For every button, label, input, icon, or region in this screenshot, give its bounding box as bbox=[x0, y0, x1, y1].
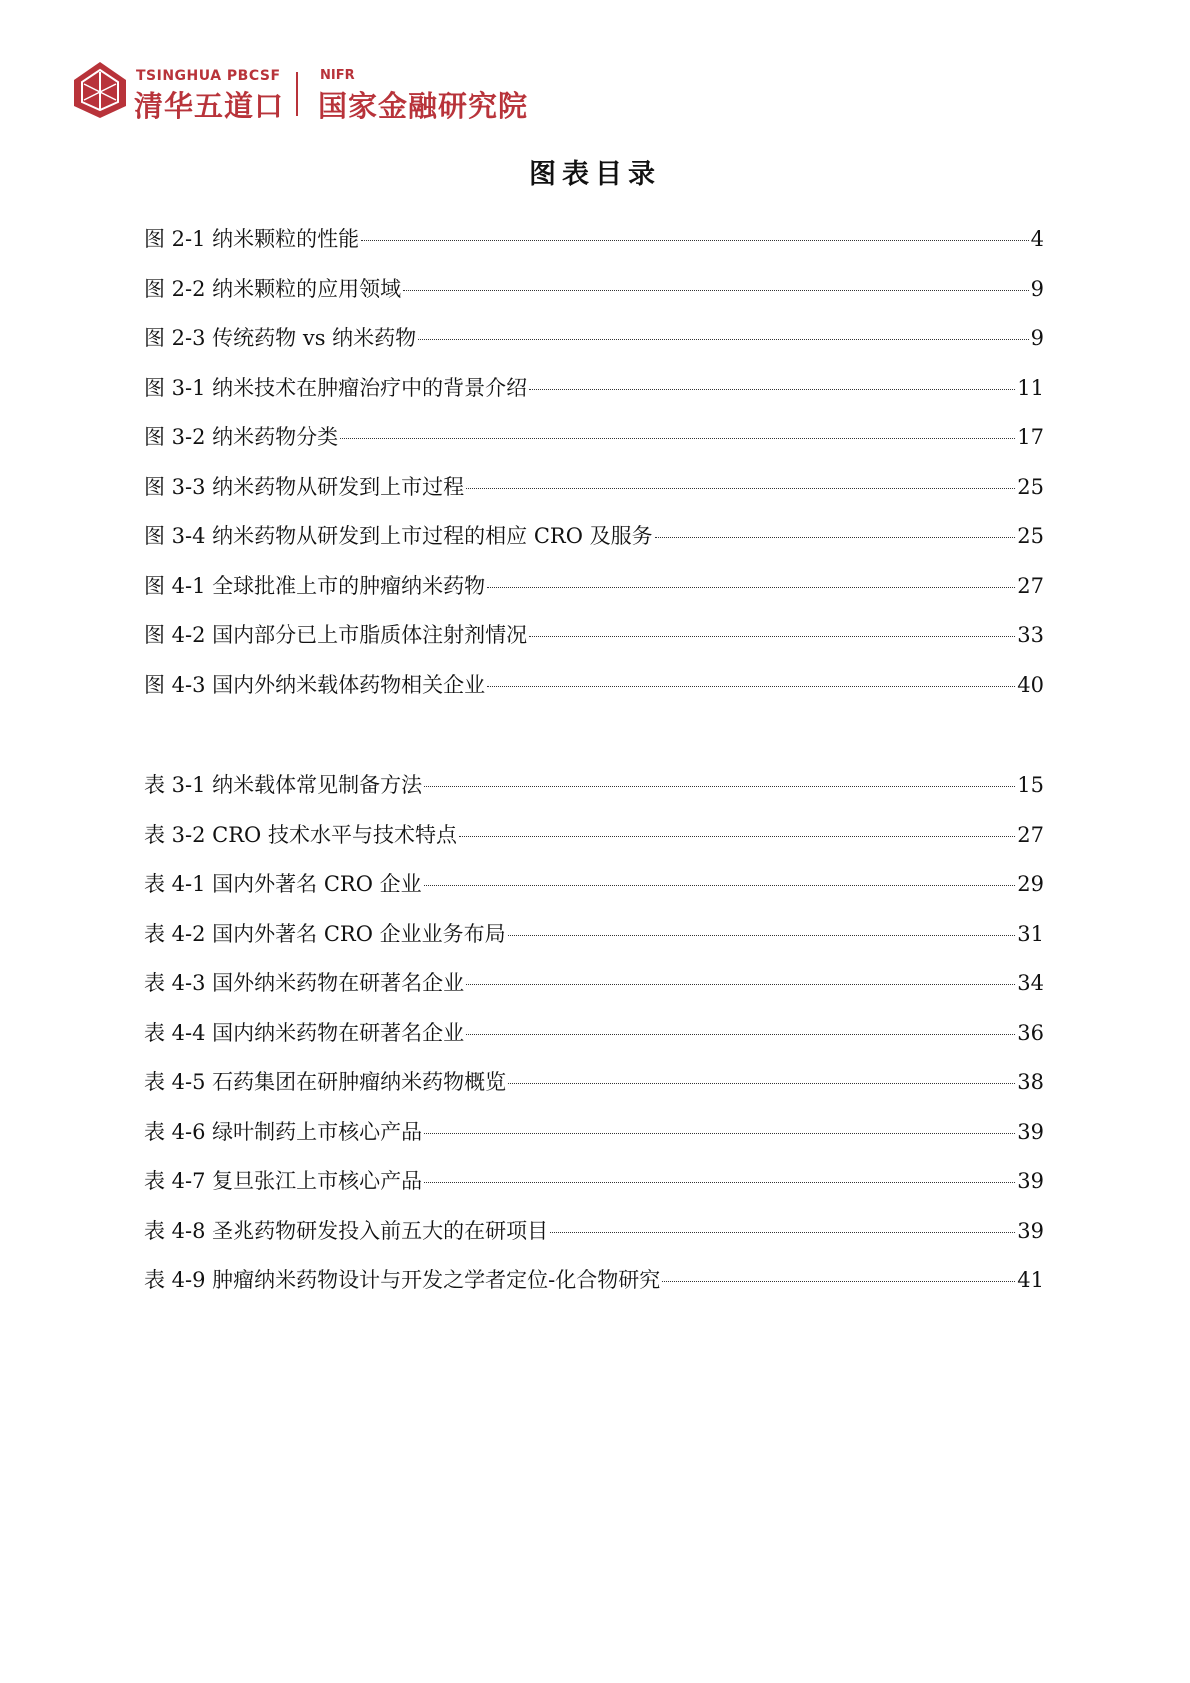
figure-entry-page-number: 11 bbox=[1017, 375, 1044, 400]
table-entry-label: 表 3-2 CRO 技术水平与技术特点 bbox=[144, 822, 457, 847]
institute-chinese-name: 国家金融研究院 bbox=[318, 89, 529, 123]
figure-entry[interactable] bbox=[144, 472, 1044, 502]
figure-entry-label: 图 3-4 纳米药物从研发到上市过程的相应 CRO 及服务 bbox=[144, 524, 653, 548]
table-entry[interactable] bbox=[144, 1117, 1044, 1147]
dot-leader bbox=[487, 686, 1015, 687]
figure-entry[interactable] bbox=[144, 373, 1044, 403]
table-entry-page-number: 27 bbox=[1017, 822, 1044, 847]
dot-leader bbox=[466, 1034, 1015, 1035]
figure-entry[interactable] bbox=[144, 224, 1044, 254]
figure-entry-label: 图 4-3 国内外纳米载体药物相关企业 bbox=[144, 672, 486, 697]
dot-leader bbox=[487, 587, 1015, 588]
page-title: 图表目录 bbox=[529, 159, 661, 190]
table-entry[interactable] bbox=[144, 820, 1044, 850]
brand-english-name: TSINGHUA PBCSF bbox=[136, 68, 281, 84]
table-entry-label: 表 4-5 石药集团在研肿瘤纳米药物概览 bbox=[144, 1070, 507, 1094]
institute-english-name: NIFR bbox=[320, 68, 355, 83]
table-entry-label: 表 4-4 国内纳米药物在研著名企业 bbox=[144, 1020, 465, 1045]
table-entry-page-number: 31 bbox=[1017, 921, 1044, 946]
table-entry-label: 表 4-1 国内外著名 CRO 企业 bbox=[144, 872, 422, 896]
figure-entry-page-number: 25 bbox=[1017, 524, 1044, 548]
figure-entry[interactable] bbox=[144, 620, 1044, 650]
dot-leader bbox=[529, 389, 1015, 390]
figure-entry[interactable] bbox=[144, 521, 1044, 551]
figure-entry-page-number: 9 bbox=[1030, 276, 1044, 301]
header-divider bbox=[296, 72, 298, 116]
table-entry-label: 表 4-9 肿瘤纳米药物设计与开发之学者定位-化合物研究 bbox=[144, 1268, 661, 1292]
table-entry-page-number: 39 bbox=[1017, 1119, 1044, 1144]
table-entry-page-number: 36 bbox=[1017, 1020, 1044, 1045]
dot-leader bbox=[459, 836, 1015, 837]
table-entry[interactable] bbox=[144, 1067, 1044, 1097]
figure-entry[interactable] bbox=[144, 274, 1044, 304]
dot-leader bbox=[403, 290, 1028, 291]
table-entry-label: 表 3-1 纳米载体常见制备方法 bbox=[144, 773, 423, 797]
dot-leader bbox=[424, 786, 1015, 787]
table-entry-page-number: 41 bbox=[1017, 1268, 1044, 1292]
table-entry-label: 表 4-8 圣兆药物研发投入前五大的在研项目 bbox=[144, 1218, 549, 1243]
dot-leader bbox=[508, 935, 1016, 936]
figure-entry[interactable] bbox=[144, 670, 1044, 700]
table-entry[interactable] bbox=[144, 1166, 1044, 1196]
table-entry-page-number: 15 bbox=[1017, 773, 1044, 797]
figure-entry-page-number: 17 bbox=[1017, 425, 1044, 449]
table-entry[interactable] bbox=[144, 869, 1044, 899]
figure-entry-label: 图 4-1 全球批准上市的肿瘤纳米药物 bbox=[144, 573, 486, 598]
table-entry-label: 表 4-2 国内外著名 CRO 企业业务布局 bbox=[144, 921, 506, 946]
figure-entry-label: 图 2-2 纳米颗粒的应用领域 bbox=[144, 276, 402, 301]
dot-leader bbox=[361, 240, 1028, 241]
figure-entry-label: 图 2-3 传统药物 vs 纳米药物 bbox=[144, 326, 417, 350]
table-entry-page-number: 29 bbox=[1017, 872, 1044, 896]
figure-entry[interactable] bbox=[144, 571, 1044, 601]
figure-entry-page-number: 40 bbox=[1017, 672, 1044, 697]
dot-leader bbox=[508, 1083, 1015, 1084]
table-entry-page-number: 38 bbox=[1017, 1070, 1044, 1094]
table-entry-page-number: 39 bbox=[1017, 1218, 1044, 1243]
dot-leader bbox=[466, 984, 1015, 985]
figure-entry[interactable] bbox=[144, 422, 1044, 452]
dot-leader bbox=[655, 537, 1016, 538]
tsinghua-logo-icon bbox=[72, 60, 128, 120]
dot-leader bbox=[424, 1182, 1015, 1183]
dot-leader bbox=[424, 885, 1016, 886]
figure-entry-page-number: 25 bbox=[1017, 474, 1044, 499]
dot-leader bbox=[340, 438, 1015, 439]
dot-leader bbox=[529, 636, 1015, 637]
table-entry-label: 表 4-7 复旦张江上市核心产品 bbox=[144, 1169, 423, 1193]
table-entry[interactable] bbox=[144, 1265, 1044, 1295]
table-entry[interactable] bbox=[144, 770, 1044, 800]
dot-leader bbox=[662, 1281, 1015, 1282]
figure-entry-page-number: 27 bbox=[1017, 573, 1044, 598]
table-entry-label: 表 4-3 国外纳米药物在研著名企业 bbox=[144, 971, 465, 995]
dot-leader bbox=[424, 1133, 1015, 1134]
figure-entry-page-number: 4 bbox=[1030, 227, 1044, 251]
table-entry[interactable] bbox=[144, 919, 1044, 949]
dot-leader bbox=[550, 1232, 1015, 1233]
figure-entry-label: 图 3-3 纳米药物从研发到上市过程 bbox=[144, 474, 465, 499]
table-entry-page-number: 39 bbox=[1017, 1169, 1044, 1193]
table-entry-page-number: 34 bbox=[1017, 971, 1044, 995]
dot-leader bbox=[418, 339, 1028, 340]
dot-leader bbox=[466, 488, 1015, 489]
figure-entry-page-number: 33 bbox=[1017, 623, 1044, 647]
figure-entry-label: 图 4-2 国内部分已上市脂质体注射剂情况 bbox=[144, 623, 528, 647]
table-entry[interactable] bbox=[144, 968, 1044, 998]
figure-entry-label: 图 3-2 纳米药物分类 bbox=[144, 425, 339, 449]
figure-entry-label: 图 3-1 纳米技术在肿瘤治疗中的背景介绍 bbox=[144, 375, 528, 400]
table-entry-label: 表 4-6 绿叶制药上市核心产品 bbox=[144, 1119, 423, 1144]
figure-entry[interactable] bbox=[144, 323, 1044, 353]
figure-entry-page-number: 9 bbox=[1030, 326, 1044, 350]
figure-entry-label: 图 2-1 纳米颗粒的性能 bbox=[144, 227, 360, 251]
table-entry[interactable] bbox=[144, 1018, 1044, 1048]
table-entry[interactable] bbox=[144, 1216, 1044, 1246]
brand-chinese-name: 清华五道口 bbox=[134, 89, 285, 123]
